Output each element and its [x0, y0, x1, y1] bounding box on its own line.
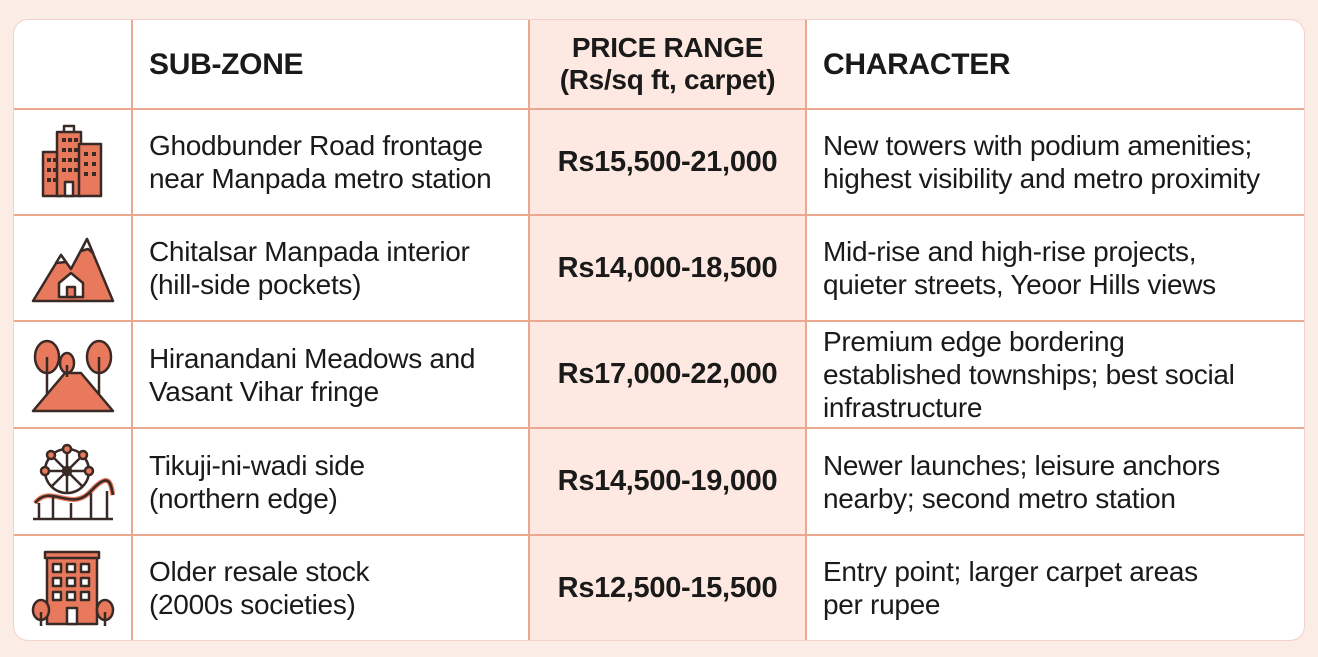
- price-table: [14, 20, 1304, 640]
- price-cell: Rs14,000-18,500: [530, 216, 807, 322]
- mountain-house-icon: [31, 231, 115, 305]
- character-cell: Mid-rise and high-rise projects, quieter streets, Yeoor Hills views: [807, 216, 1304, 322]
- header-price-line2: (Rs/sq ft, carpet): [559, 64, 776, 95]
- header-character: CHARACTER: [807, 20, 1304, 110]
- character-cell: New towers with podium amenities; highest visibility and metro proximity: [807, 110, 1304, 216]
- subzone-cell: Tikuji-ni-wadi side (northern edge): [133, 429, 530, 536]
- character-cell: Entry point; larger carpet areas per rupee: [823, 556, 1198, 620]
- header-icon-cell: [14, 20, 133, 110]
- subzone-cell: Hiranandani Meadows and Vasant Vihar fringe: [133, 322, 530, 429]
- subzone-cell: Older resale stock (2000s societies): [133, 536, 530, 640]
- old-building-trees-icon: [31, 548, 115, 628]
- header-price: [530, 20, 807, 110]
- header-price-line1: PRICE RANGE: [571, 32, 764, 63]
- subzone-cell: Chitalsar Manpada interior (hill-side pockets): [133, 216, 530, 322]
- row-icon-cell: [14, 110, 133, 216]
- tree-lined-path-icon: [31, 337, 115, 413]
- highrise-towers-icon: [33, 122, 113, 202]
- ferris-wheel-coaster-icon: [31, 443, 115, 521]
- subzone-cell: Ghodbunder Road frontage near Manpada metro station: [133, 110, 530, 216]
- price-cell: Rs14,500-19,000: [530, 429, 807, 536]
- price-cell: Rs12,500-15,500: [530, 536, 807, 640]
- row-icon-cell: [14, 429, 133, 536]
- row-icon-cell: [14, 216, 133, 322]
- price-table-card: [14, 20, 1304, 640]
- row-icon-cell: [14, 322, 133, 429]
- header-subzone: SUB-ZONE: [133, 20, 530, 110]
- price-cell: Rs15,500-21,000: [530, 110, 807, 216]
- price-cell: Rs17,000-22,000: [530, 322, 807, 429]
- character-cell: Premium edge bordering established townships; best social infrastructure: [807, 322, 1304, 429]
- row-icon-cell: [14, 536, 133, 640]
- character-cell: Newer launches; leisure anchors nearby; second metro station: [807, 429, 1304, 536]
